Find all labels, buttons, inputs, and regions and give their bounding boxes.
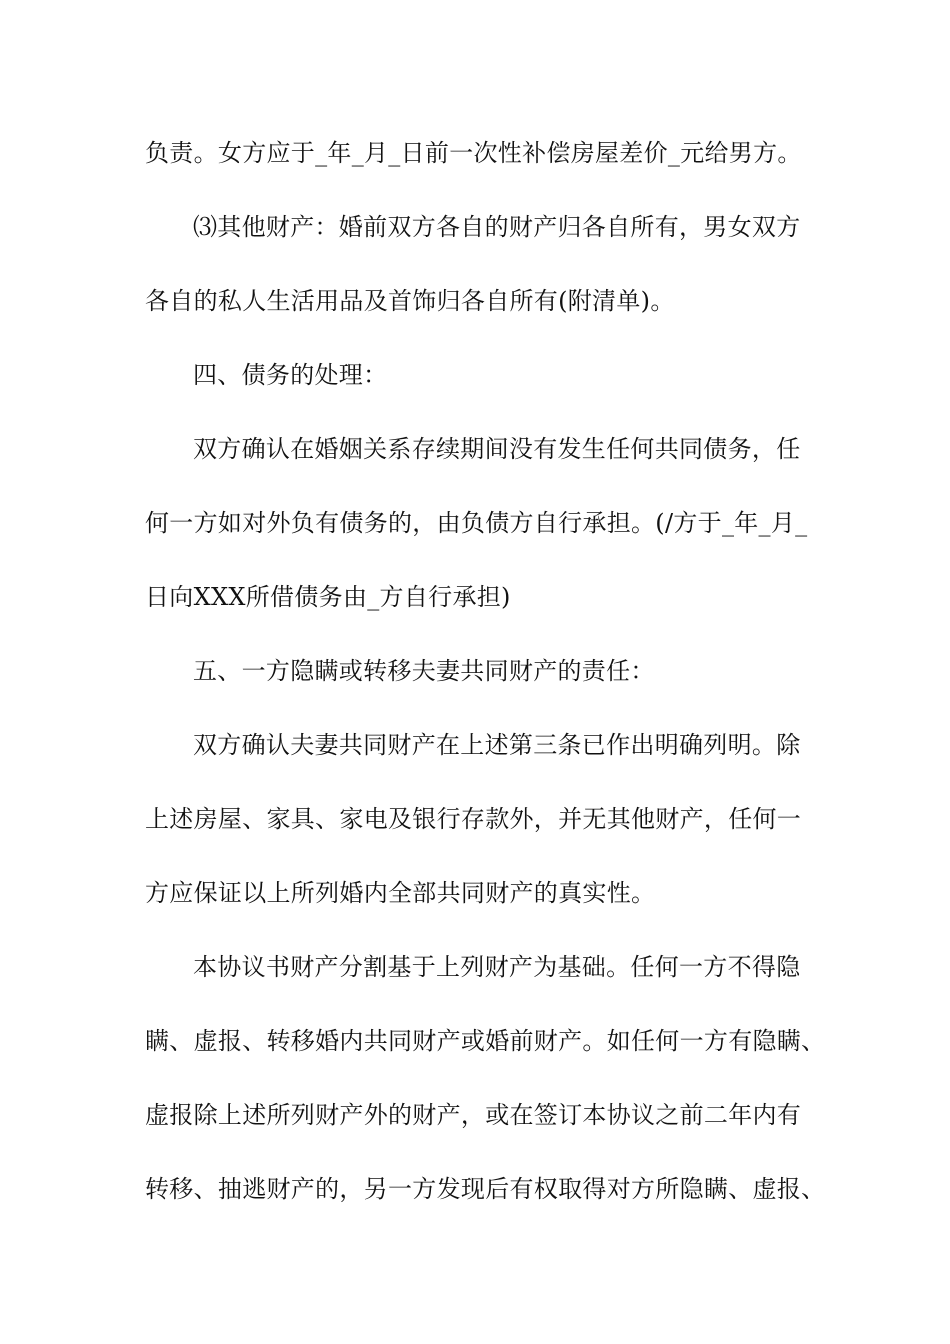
text-line: 瞒、虚报、转移婚内共同财产或婚前财产。如任何一方有隐瞒、 [145, 1027, 826, 1055]
text-line: 转移、抽逃财产的，另一方发现后有权取得对方所隐瞒、虚报、 [145, 1175, 826, 1203]
text-line: 上述房屋、家具、家电及银行存款外，并无其他财产，任何一 [145, 805, 802, 833]
text-line: 何一方如对外负有债务的，由负债方自行承担。(/方于_年_月_ [145, 509, 808, 537]
text-line: 方应保证以上所列婚内全部共同财产的真实性。 [145, 879, 656, 907]
text-line: ⑶其他财产：婚前双方各自的财产归各自所有，男女双方 [193, 213, 801, 241]
section-heading: 四、债务的处理： [193, 361, 388, 389]
text-line: 日向XXX所借债务由_方自行承担) [145, 583, 511, 611]
text-line: 双方确认在婚姻关系存续期间没有发生任何共同债务，任 [193, 435, 801, 463]
text-line: 双方确认夫妻共同财产在上述第三条已作出明确列明。除 [193, 731, 801, 759]
text-line: 各自的私人生活用品及首饰归各自所有(附清单)。 [145, 287, 675, 315]
text-line: 虚报除上述所列财产外的财产，或在签订本协议之前二年内有 [145, 1101, 802, 1129]
section-heading: 五、一方隐瞒或转移夫妻共同财产的责任： [193, 657, 655, 685]
document-body [145, 128, 835, 1238]
text-line: 本协议书财产分割基于上列财产为基础。任何一方不得隐 [193, 953, 801, 981]
text-line: 负责。女方应于_年_月_日前一次性补偿房屋差价_元给男方。 [145, 139, 802, 167]
